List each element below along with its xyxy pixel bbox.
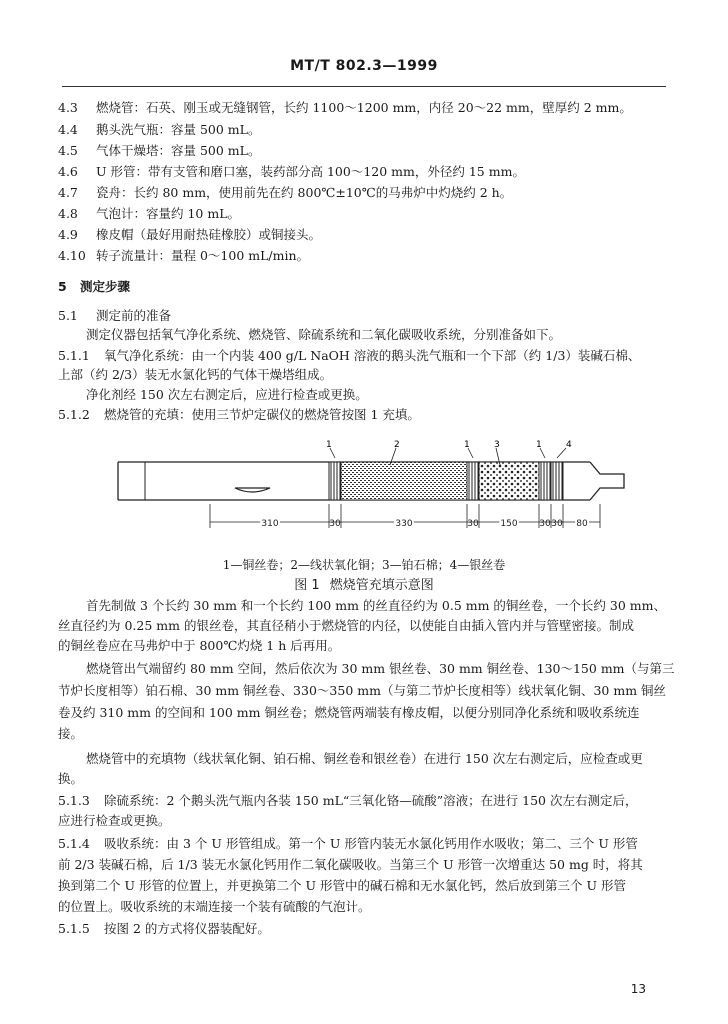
- figure-combustion-tube: [0, 440, 728, 540]
- paragraph-text: 换。: [58, 771, 84, 786]
- clause-text: 除硫系统：2 个鹅头洗气瓶内各装 150 mL“三氧化铬—硫酸”溶液；在进行 150 次左右测定后，: [104, 793, 638, 808]
- paragraph-text: 净化剂经 150 次左右测定后，应进行检查或更换。: [86, 387, 368, 402]
- item-text: 燃烧管：石英、刚玉或无缝钢管，长约 1100～1200 mm，内径 20～22 mm，壁厚约 2 mm。: [96, 100, 632, 115]
- boat-icon: [235, 488, 270, 492]
- paragraph-text: 燃烧管出气端留约 80 mm 空间，然后依次为 30 mm 银丝卷、30 mm 铜丝卷、130～150 mm（与第三: [86, 661, 675, 676]
- item-number: 4.5: [58, 143, 78, 158]
- clause-text: 按图 2 的方式将仪器装配好。: [104, 921, 270, 936]
- section-number: 5: [58, 279, 67, 294]
- part-label: 2: [394, 440, 400, 450]
- figure-number: 图 1: [294, 578, 320, 593]
- item-text: 气泡计：容量约 10 mL。: [96, 206, 241, 221]
- copper-coil-1: [329, 462, 341, 500]
- paragraph-text: 接。: [58, 726, 84, 741]
- silver-coil: [551, 462, 563, 500]
- page-number: 13: [630, 982, 646, 996]
- item-text: 气体干燥塔：容量 500 mL。: [96, 143, 261, 158]
- paragraph-text: 换到第二个 U 形管的位置上，并更换第二个 U 形管中的碱石棉和无水氯化钙，然后放到第三个 U 形管: [58, 878, 626, 893]
- paragraph-text: 卷及约 310 mm 的空间和 100 mm 铜丝卷；燃烧管两端装有橡皮帽，以便分别同净化系统和吸收系统连: [58, 705, 640, 720]
- clause-text: 燃烧管的充填：使用三节炉定碳仪的燃烧管按图 1 充填。: [104, 407, 420, 422]
- paragraph-text: 上部（约 2/3）装无水氯化钙的气体干燥塔组成。: [58, 367, 333, 382]
- figure-legend: 1—铜丝卷；2—线状氧化铜；3—铂石棉；4—银丝卷: [222, 558, 506, 572]
- section-title: 测定步骤: [80, 279, 131, 294]
- dimension-label: 30: [539, 519, 551, 529]
- item-number: 4.7: [58, 185, 78, 200]
- oxide-copper-filling: [341, 462, 467, 500]
- clause-number: 5.1.1: [58, 348, 90, 363]
- clause-number: 5.1.3: [58, 793, 90, 808]
- item-number: 4.6: [58, 164, 78, 179]
- paragraph-text: 节炉长度相等）铂石棉、30 mm 铜丝卷、330～350 mm（与第二节炉长度相等）线状氧化铜、30 mm 铜丝: [58, 683, 667, 698]
- clause-number: 5.1.5: [58, 921, 90, 936]
- figure-caption: [0, 574, 728, 593]
- dimension-label: 30: [551, 519, 563, 529]
- item-number: 4.4: [58, 122, 78, 137]
- paragraph-text: 燃烧管中的充填物（线状氧化铜、铂石棉、铜丝卷和银丝卷）在进行 150 次左右测定后，应检查或更: [86, 751, 643, 766]
- item-number: 4.3: [58, 100, 78, 115]
- paragraph-text: 的位置上。吸收系统的末端连接一个装有硫酸的气泡计。: [58, 899, 371, 914]
- subsection-title: 测定前的准备: [96, 308, 172, 323]
- item-text: 鹅头洗气瓶：容量 500 mL。: [96, 122, 261, 137]
- part-label: 4: [566, 440, 572, 450]
- dimension-label: 80: [576, 519, 588, 529]
- part-label: 1: [536, 440, 542, 450]
- paragraph-text: 测定仪器包括氧气净化系统、燃烧管、除硫系统和二氧化碳吸收系统，分别准备如下。: [86, 327, 562, 342]
- dimension-label: 150: [500, 519, 518, 529]
- item-number: 4.8: [58, 206, 78, 221]
- copper-coil-3: [539, 462, 551, 500]
- dimension-label: 330: [395, 519, 413, 529]
- part-label: 3: [494, 440, 500, 450]
- dimension-label: 30: [329, 519, 341, 529]
- clause-text: 氧气净化系统：由一个内装 400 g/L NaOH 溶液的鹅头洗气瓶和一个下部（约 1/3）装碱石棉、: [104, 348, 641, 363]
- subsection-number: 5.1: [58, 308, 78, 323]
- item-text: U 形管：带有支管和磨口塞，装药部分高 100～120 mm，外径约 15 mm。: [96, 164, 525, 179]
- part-label: 1: [326, 440, 332, 450]
- clause-number: 5.1.2: [58, 407, 90, 422]
- paragraph-text: 丝直径约为 0.25 mm 的银丝卷，其直径稍小于燃烧管的内径，以使能自由插入管内并与管壁密接。制成: [58, 618, 634, 633]
- paragraph-text: 应进行检查或更换。: [58, 813, 171, 828]
- item-text: 橡皮帽（最好用耐热硅橡胶）或铜接头。: [96, 227, 322, 242]
- item-number: 4.9: [58, 227, 78, 242]
- copper-coil-2: [467, 462, 479, 500]
- header-rule: [62, 86, 666, 87]
- paragraph-text: 的铜丝卷应在马弗炉中于 800℃灼烧 1 h 后再用。: [58, 638, 341, 653]
- paragraph-text: 前 2/3 装碱石棉，后 1/3 装无水氯化钙用作二氧化碳吸收。当第三个 U 形管一次增重达 50 mg 时，将其: [58, 857, 643, 872]
- dimension-label: 310: [261, 519, 279, 529]
- item-text: 转子流量计：量程 0～100 mL/min。: [96, 248, 310, 263]
- platinum-asbestos-filling: [479, 462, 539, 500]
- paragraph-text: 首先制做 3 个长约 30 mm 和一个长约 100 mm 的丝直径约为 0.5 mm 的铜丝卷，一个长约 30 mm、: [86, 598, 666, 613]
- item-number: 4.10: [58, 248, 86, 263]
- item-text: 瓷舟：长约 80 mm，使用前先在约 800℃±10℃的马弗炉中灼烧约 2 h。: [96, 185, 513, 200]
- clause-text: 吸收系统：由 3 个 U 形管组成。第一个 U 形管内装无水氯化钙用作水吸收；第二、三个 U 形管: [104, 836, 638, 851]
- dimension-label: 30: [467, 519, 479, 529]
- part-label: 1: [464, 440, 470, 450]
- figure-title: 燃烧管充填示意图: [329, 578, 434, 593]
- clause-number: 5.1.4: [58, 836, 90, 851]
- page-header: MT/T 802.3—1999: [290, 58, 438, 74]
